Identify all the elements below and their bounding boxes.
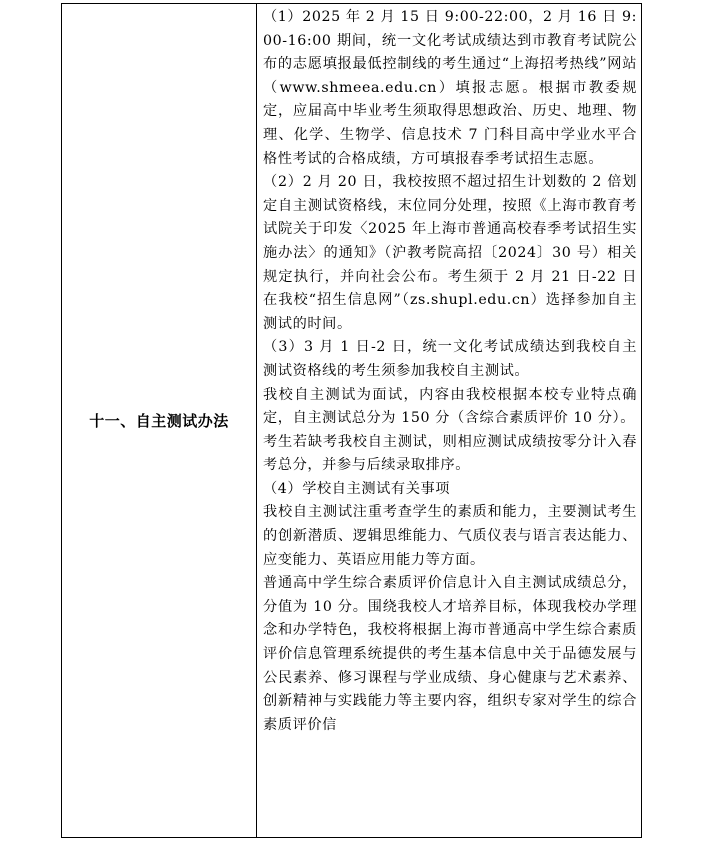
paragraph-test-matters-heading: （4）学校自主测试有关事项 [263,480,451,497]
paragraph-comprehensive-evaluation: 普通高中学生综合素质评价信息计入自主测试成绩总分，分值为 10 分。围绕我校人才培养目标，体现我校办学理念和办学特色，我校将根据上海市普通高中学生综合素质评价信息管理系统提供的考生基本信息中关于品德发展与公民素养、修习课程与学业成绩、身心健康与艺术素养、创新精神与实践能力等主要内容，组织专家对学生的综合素质评价信 [263,575,637,733]
paragraph-absence-rule: 考生若缺考我校自主测试，则相应测试成绩按零分计入春考总分，并参与后续录取排序。 [263,433,637,474]
paragraph-interview-scoring: 我校自主测试为面试，内容由我校根据本校专业特点确定，自主测试总分为 150 分（含综合素质评价 10 分）。 [263,386,637,427]
section-label-cell [62,4,257,837]
paragraph-test-focus: 我校自主测试注重考查学生的素质和能力，主要测试考生的创新潜质、逻辑思维能力、气质仪表与语言表达能力、应变能力、英语应用能力等方面。 [263,504,637,568]
paragraph-test-dates: （3）3 月 1 日-2 日，统一文化考试成绩达到我校自主测试资格线的考生须参加我校自主测试。 [263,339,637,379]
paragraph-qualification-line: （2）2 月 20 日，我校按照不超过招生计划数的 2 倍划定自主测试资格线，末位同分处理，按照《上海市教育考试院关于印发〈2025 年上海市普通高校春季考试招生实施办法〉的通知》（沪教考院高招〔2024〕30 号）相关规定执行，并向社会公布。考生须于 2 月 21 日-22 日在我校“招生信息网”（zs.shupl.edu.cn）选择参加自主测试的时间。 [263,174,637,332]
paragraph-registration: （1）2025 年 2 月 15 日 9:00-22:00，2 月 16 日 9:00-16:00 期间，统一文化考试成绩达到市教育考试院公布的志愿填报最低控制线的考生通过“上海招考热线”网站（www.shmeea.edu.cn）填报志愿。根据市教委规定，应届高中毕业考生须取得思想政治、历史、地理、物理、化学、生物学、信息技术 7 门科目高中学业水平合格性考试的合格成绩，方可填报春季考试招生志愿。 [263,9,637,167]
section-content-cell [257,4,641,837]
admission-table [61,3,642,838]
section-label: 十一、自主测试办法 [89,412,229,430]
